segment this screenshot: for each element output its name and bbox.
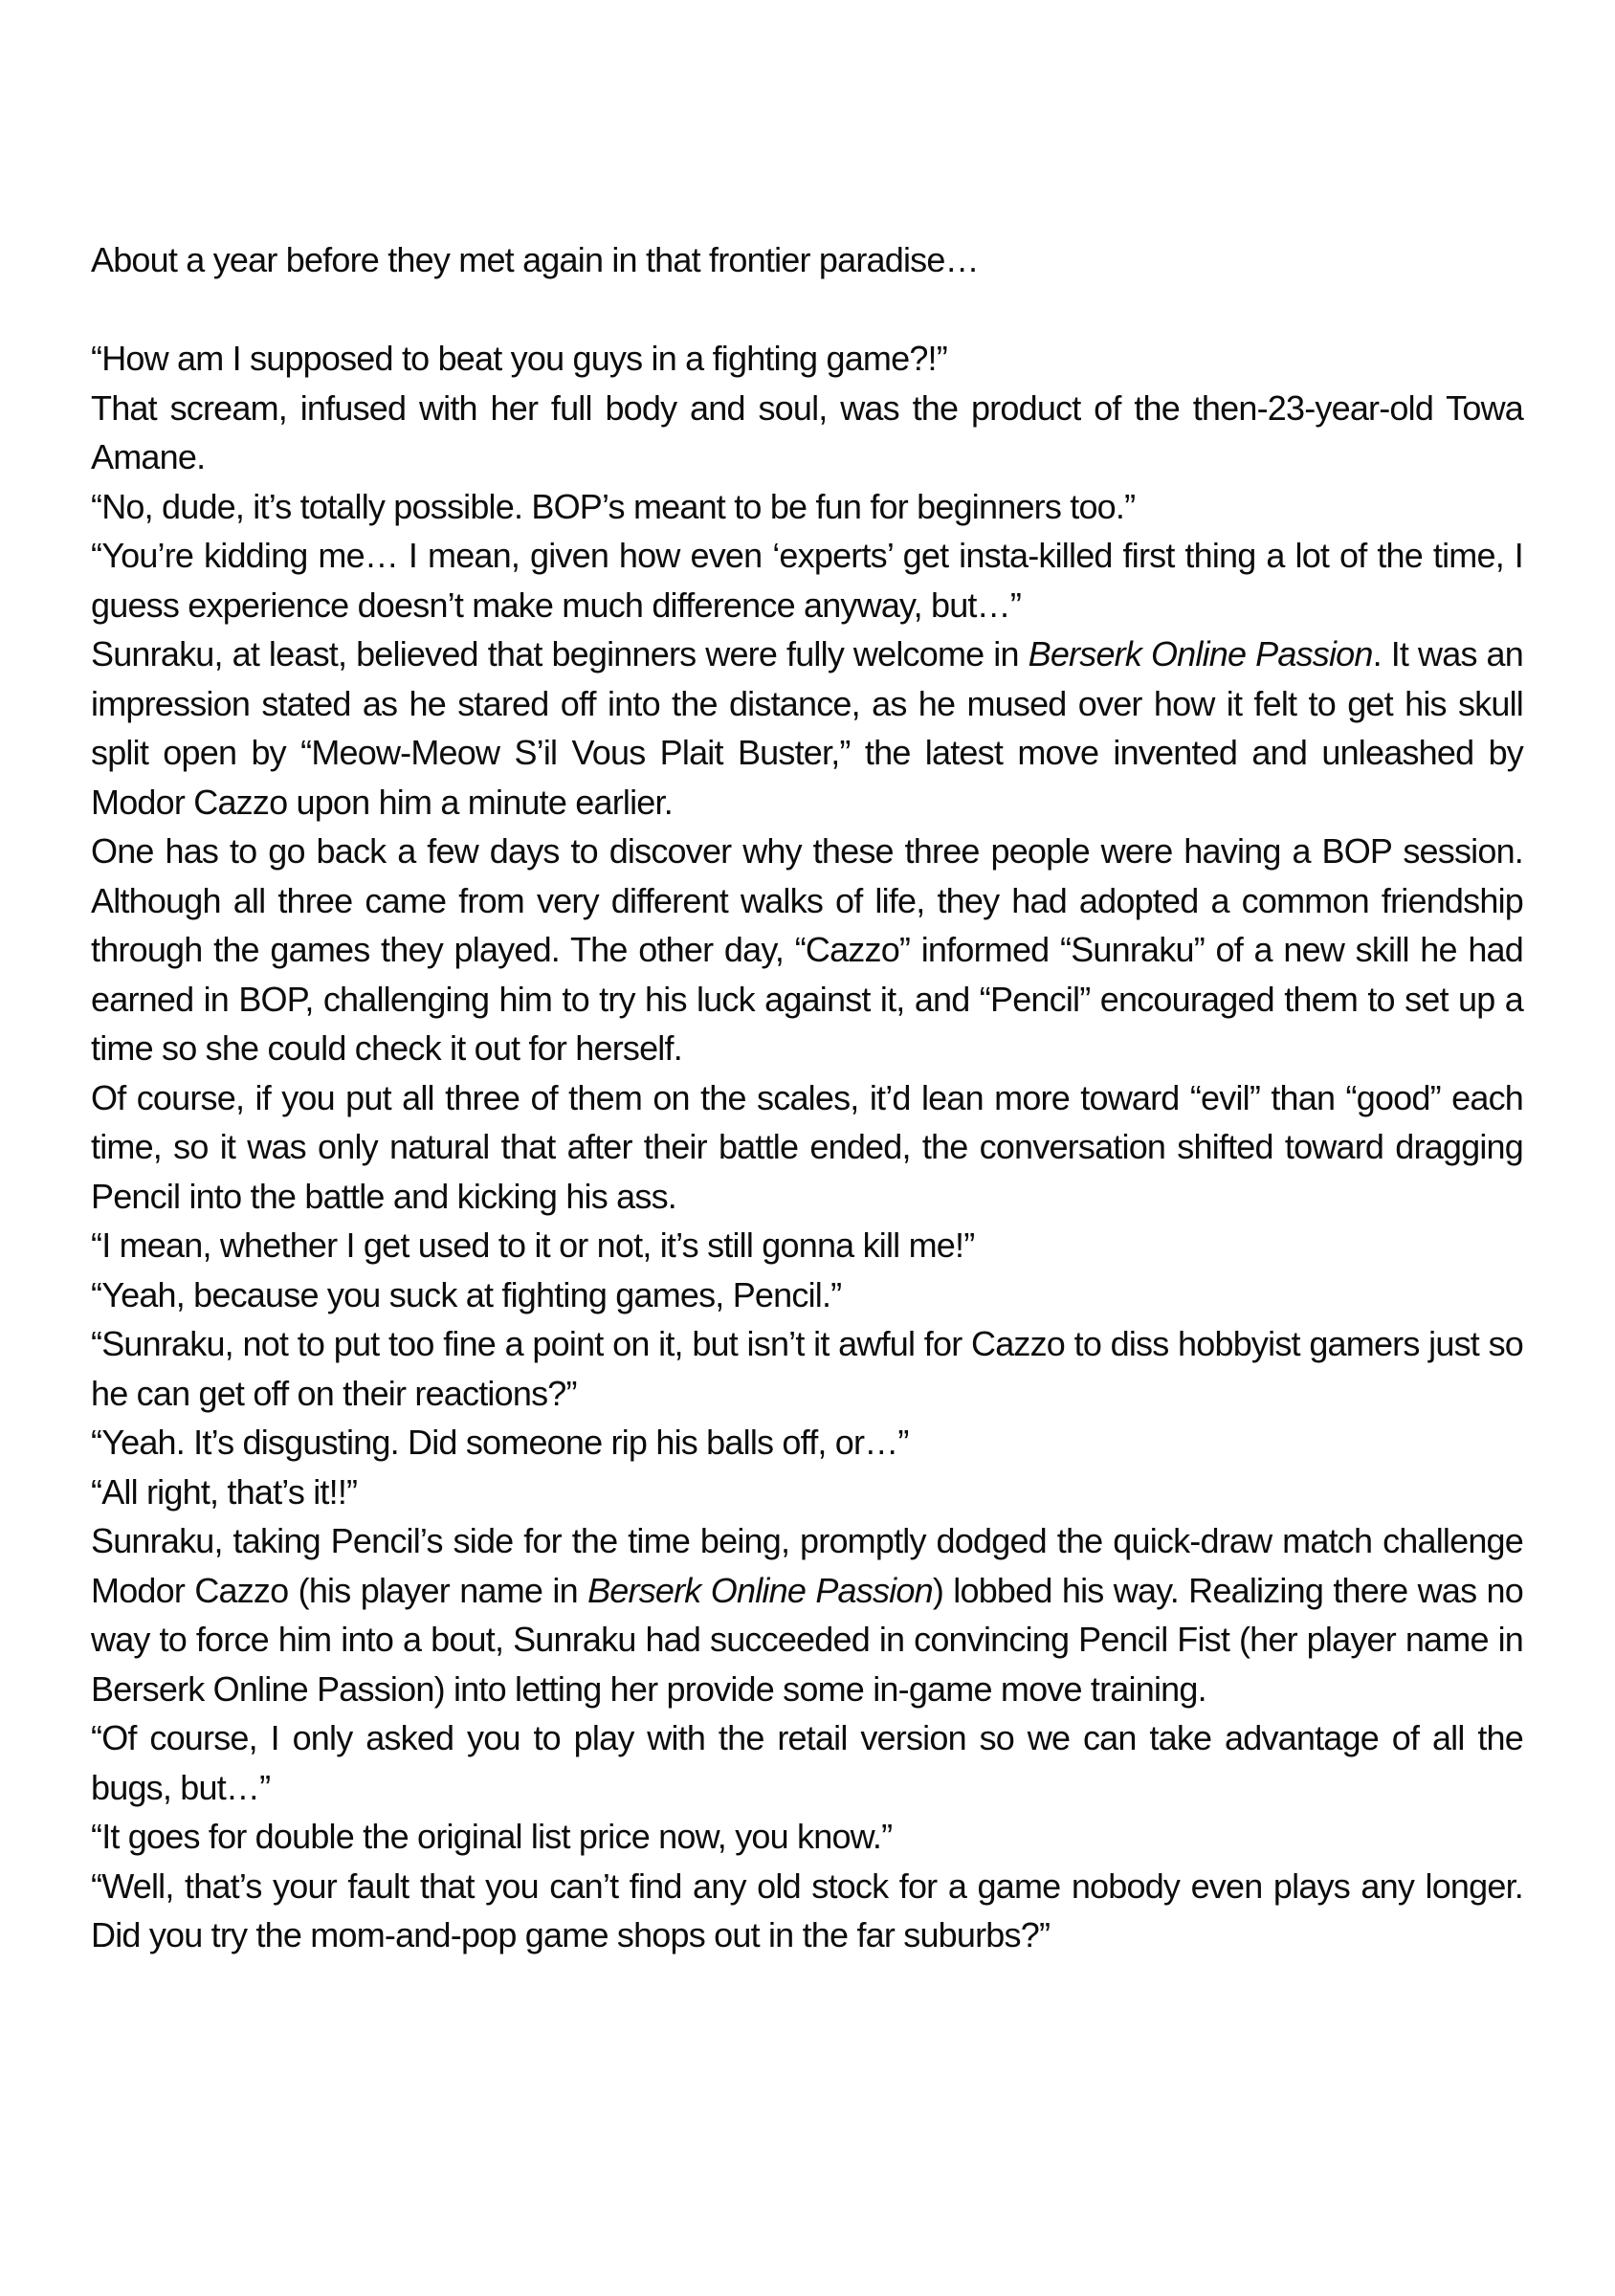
text-run: “You’re kidding me… I mean, given how even ‘experts’ get insta-killed first thing a lot of the time, I guess experience doesn’t make much difference anyway, but…” (91, 536, 1523, 625)
text-run: “No, dude, it’s totally possible. BOP’s meant to be fun for beginners too.” (91, 486, 1136, 526)
text-run: “It goes for double the original list price now, you know.” (91, 1817, 893, 1856)
text-run: Sunraku, at least, believed that beginners were fully welcome in (91, 634, 1029, 673)
text-run: Of course, if you put all three of them on the scales, it’d lean more toward “evil” than “good” each time, so it was only natural that after their battle ended, the conversation shifted toward dragging Pencil into the battle and kicking his ass. (91, 1077, 1523, 1216)
text-run: One has to go back a few days to discover why these three people were having a BOP session. Although all three came from very different walks of life, they had adopted a common friendship through the games they played. The other day, “Cazzo” informed “Sunraku” of a new skill he had earned in BOP, challenging him to try his luck against it, and “Pencil” encouraged them to set up a time so she could check it out for herself. (91, 831, 1523, 1068)
paragraph (91, 1862, 1523, 1960)
paragraph (91, 1713, 1523, 1812)
text-run: “Yeah. It’s disgusting. Did someone rip his balls off, or…” (91, 1423, 909, 1462)
paragraph (91, 1073, 1523, 1222)
paragraph (91, 827, 1523, 1073)
paragraph (91, 1319, 1523, 1418)
paragraph (91, 334, 1523, 384)
paragraph (91, 629, 1523, 827)
paragraph (91, 1812, 1523, 1862)
paragraph (91, 1468, 1523, 1517)
text-run: That scream, infused with her full body and soul, was the product of the then-23-year-old Towa Amane. (91, 387, 1523, 476)
text-run: ) lobbed his way. Realizing there was no way to force him into a bout, Sunraku had succeeded in convincing Pencil Fist (her player name in Berserk Online Passion) into letting her provide some in-game move training. (91, 1570, 1524, 1709)
text-run: “Yeah, because you suck at fighting games, Pencil.” (91, 1274, 842, 1314)
text-run: . It was an impression stated as he stared off into the distance, as he mused over how it felt to get his skull split open by “Meow-Meow S’il Vous Plait Buster,” the latest move invented and unleashed by Modor Cazzo upon him a minute earlier. (91, 634, 1523, 822)
paragraph (91, 384, 1523, 482)
paragraph (91, 531, 1523, 629)
paragraph (91, 235, 1523, 285)
page-text (91, 235, 1523, 1960)
paragraph (91, 1418, 1523, 1468)
text-run: “Well, that’s your fault that you can’t find any old stock for a game nobody even plays any longer. Did you try the mom-and-pop game shops out in the far suburbs?” (91, 1866, 1523, 1954)
text-run: Sunraku, taking Pencil’s side for the time being, promptly dodged the quick-draw match challenge Modor Cazzo (his player name in (91, 1521, 1523, 1610)
text-run: About a year before they met again in that frontier paradise… (91, 240, 979, 279)
paragraph (91, 1270, 1523, 1320)
text-run: “Of course, I only asked you to play with the retail version so we can take advantage of all the bugs, but…” (91, 1718, 1523, 1807)
italic-text-run: Berserk Online Passion (587, 1570, 933, 1610)
text-run: “Sunraku, not to put too fine a point on it, but isn’t it awful for Cazzo to diss hobbyist gamers just so he can get off on their reactions?” (91, 1324, 1523, 1413)
text-run: “I mean, whether I get used to it or not, it’s still gonna kill me!” (91, 1225, 975, 1265)
paragraph (91, 1221, 1523, 1270)
paragraph (91, 482, 1523, 532)
paragraph (91, 1516, 1523, 1713)
italic-text-run: Berserk Online Passion (1028, 634, 1373, 673)
text-run: “How am I supposed to beat you guys in a fighting game?!” (91, 339, 947, 378)
text-run: “All right, that’s it!!” (91, 1471, 358, 1512)
